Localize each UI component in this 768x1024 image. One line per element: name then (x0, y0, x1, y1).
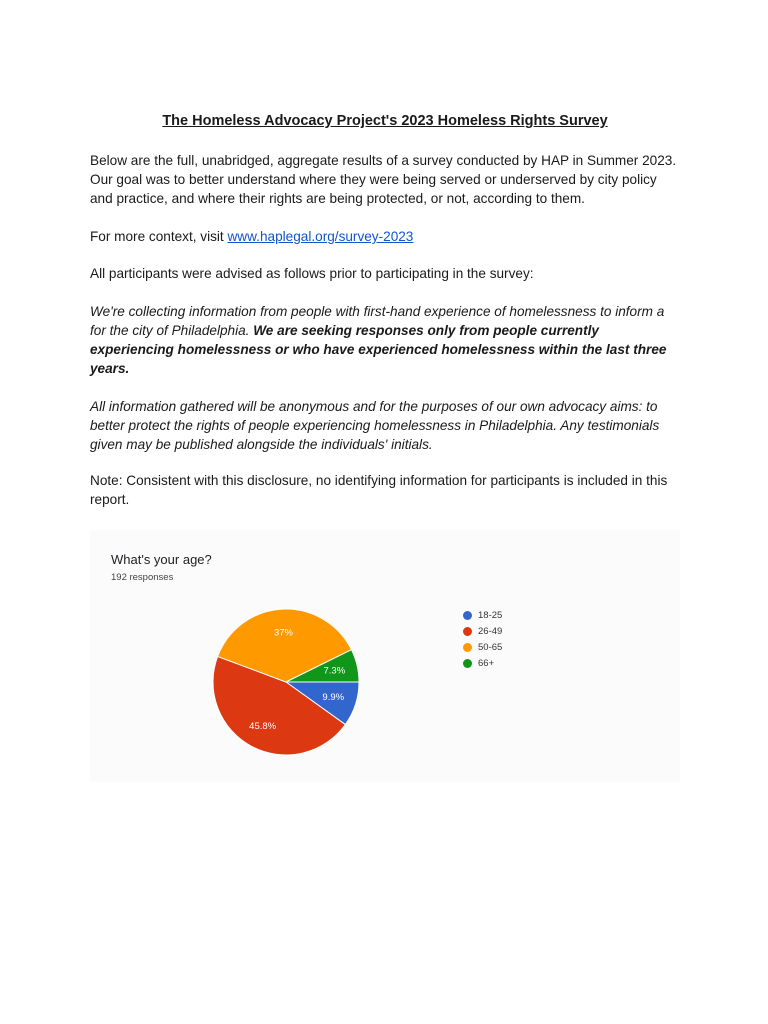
legend-swatch (463, 659, 472, 668)
chart-title: What's your age? (111, 552, 212, 567)
pie-label-50-65: 37% (273, 627, 294, 639)
legend-swatch (463, 627, 472, 636)
disclosure-quote-1 (90, 302, 680, 378)
note-paragraph: Note: Consistent with this disclosure, no identifying information for participants is included in this report. (90, 473, 668, 507)
pie-label-66: 7.3% (323, 665, 346, 677)
age-chart-card (90, 530, 680, 782)
legend-swatch (463, 643, 472, 652)
legend-item-50-65 (463, 639, 502, 655)
intro-paragraph: Below are the full, unabridged, aggregate results of a survey conducted by HAP in Summer 2023. Our goal was to better understand where they were being served or underserved by city policy and practice, and where their rights are being protected, or not, according to them. (90, 153, 677, 206)
page-title: The Homeless Advocacy Project's 2023 Homeless Rights Survey (162, 113, 608, 129)
legend-item-66 (463, 655, 502, 671)
legend-label: 26-49 (478, 625, 503, 637)
legend-item-18-25 (463, 607, 502, 623)
disclosure-quote-1-bold: We are seeking responses only from people currently experiencing homelessness or who have experienced homelessness within the last three years. (90, 323, 667, 376)
disclosure-quote-1-italic: We're collecting information from people with first-hand experience of homelessness to inform a for the city of Philadelphia. (90, 304, 665, 338)
age-pie-chart (90, 530, 680, 782)
participants-paragraph: All participants were advised as follows prior to participating in the survey: (90, 266, 534, 281)
survey-link[interactable]: www.haplegal.org/survey-2023 (227, 229, 414, 244)
chart-response-count: 192 responses (111, 572, 174, 583)
legend-label: 66+ (478, 657, 495, 669)
legend-item-26-49 (463, 623, 502, 639)
chart-legend (463, 607, 502, 671)
pie-label-26-49: 45.8% (249, 720, 277, 732)
legend-label: 18-25 (478, 609, 503, 621)
context-paragraph (90, 227, 680, 246)
disclosure-quote-2: All information gathered will be anonymous and for the purposes of our own advocacy aims: to better protect the rights of people experiencing homelessness in Philadelphia. Any testimonials given may be published alongside the individuals' initials. (90, 399, 660, 452)
pie-label-18-25: 9.9% (322, 692, 345, 704)
legend-swatch (463, 611, 472, 620)
context-prefix: For more context, visit (90, 229, 228, 244)
legend-label: 50-65 (478, 641, 503, 653)
